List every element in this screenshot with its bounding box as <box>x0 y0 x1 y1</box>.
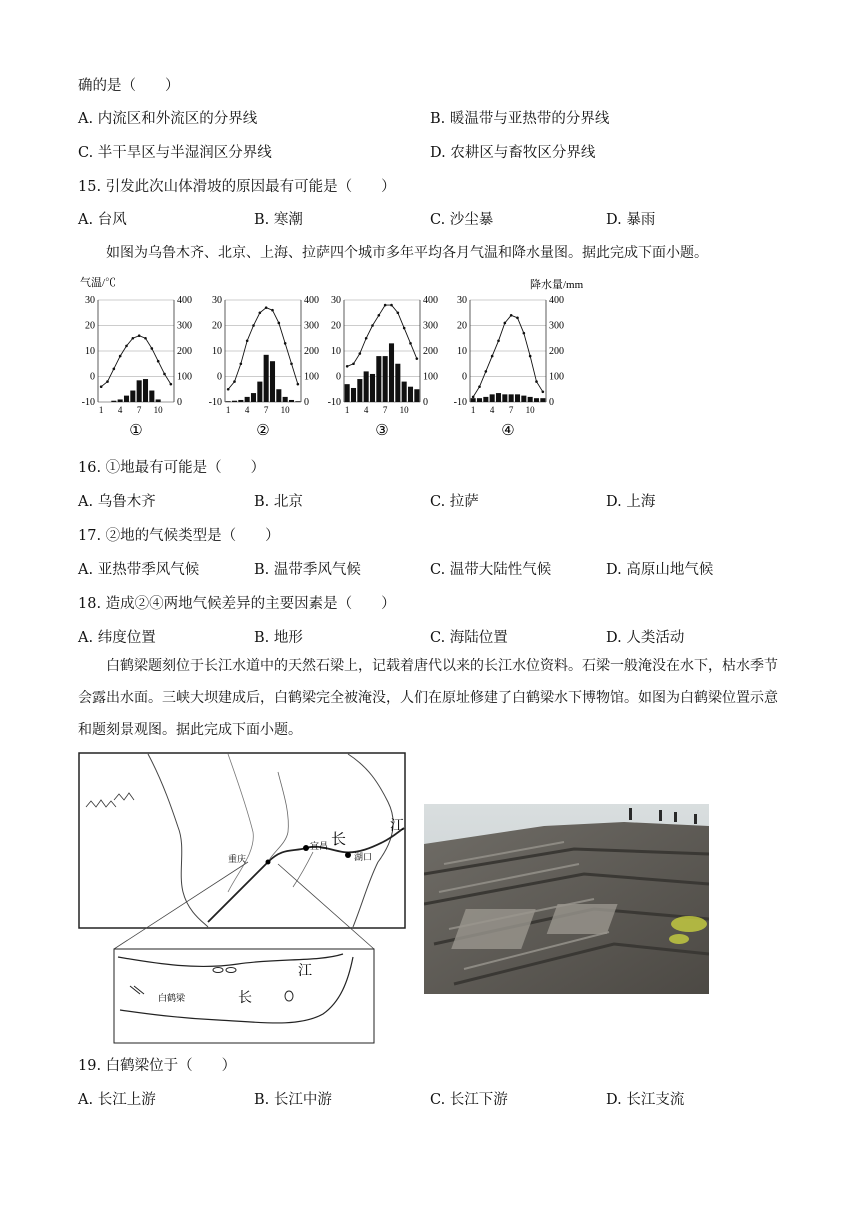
chart-4-temp-point <box>542 391 545 394</box>
chart-4-temp-point <box>535 380 538 383</box>
chart-2-precip-bar <box>295 401 300 402</box>
chart-2-temp-tick: 30 <box>212 295 222 306</box>
chart-1-precip-bar <box>124 396 129 402</box>
chart-1-temp-tick: 10 <box>85 346 95 357</box>
chart-2-temp-point <box>271 309 274 312</box>
q17-option-d[interactable]: D. 高原山地气候 <box>606 562 714 578</box>
chart-4-precip-bar <box>490 394 495 402</box>
chart-1-precip-bar <box>149 391 154 402</box>
chart-2-month-tick: 4 <box>244 405 250 415</box>
q16-option-d[interactable]: D. 上海 <box>606 494 656 510</box>
chart-4-precip-tick: 0 <box>549 397 554 408</box>
q15-option-c[interactable]: C. 沙尘暴 <box>430 212 494 228</box>
label-river-chang: 长 <box>331 831 347 848</box>
chart-4-month-tick: 7 <box>508 405 514 415</box>
chart-4-temp-point <box>504 322 507 325</box>
chart-2-temp-point <box>233 380 236 383</box>
chart-2-month-tick: 1 <box>225 405 231 415</box>
chart-2-precip-bar <box>232 401 237 402</box>
chart-3-temp-point <box>416 357 419 360</box>
location-map-svg <box>78 752 408 1047</box>
chart-1-temp-point <box>144 337 147 340</box>
chart-4-precip-tick: 100 <box>549 371 564 383</box>
chart-1-temp-point <box>170 383 173 386</box>
chart-3-precip-bar <box>357 379 362 402</box>
chart-1-temp-point <box>100 385 103 388</box>
chart-3-temp-point <box>409 342 412 345</box>
chart-4-temp-tick: 0 <box>462 371 467 383</box>
q19-stem: 19. 白鹤梁位于（ ） <box>78 1058 237 1074</box>
chart-3-label: ③ <box>375 423 389 439</box>
chart-3-precip-bar <box>395 364 400 402</box>
precip-axis-label: 降水量/mm <box>530 279 584 291</box>
chart-1-precip-bar <box>143 379 148 402</box>
inscription-photo-svg <box>424 804 709 994</box>
label-hukou: 湖口 <box>354 852 373 862</box>
chart-3-precip-bar <box>376 356 381 402</box>
chart-2-temp-point <box>284 342 287 345</box>
q16-option-b[interactable]: B. 北京 <box>254 494 303 510</box>
q18-option-b[interactable]: B. 地形 <box>254 630 303 646</box>
chart-4-month-tick: 1 <box>470 405 476 415</box>
label-yichang: 宜昌 <box>310 841 329 851</box>
q14-option-b[interactable]: B. 暖温带与亚热带的分界线 <box>430 111 610 127</box>
chart-2-temp-tick: 10 <box>212 346 222 357</box>
chart-2-temp-point <box>246 340 249 343</box>
chart-4-temp-line <box>473 315 543 397</box>
chart-1-temp-tick: -10 <box>81 397 95 408</box>
chart-1-precip-tick: 400 <box>177 295 192 306</box>
map-frame <box>79 753 405 928</box>
chart-2-precip-bar <box>251 393 256 402</box>
chart-3-precip-tick: 200 <box>423 346 438 357</box>
chart-4-precip-tick: 400 <box>549 295 564 306</box>
intro-climate: 如图为乌鲁木齐、北京、上海、拉萨四个城市多年平均各月气温和降水量图。据此完成下面小题。 <box>106 245 708 261</box>
chart-1-temp-line <box>101 336 171 387</box>
chart-3-temp-point <box>397 311 400 314</box>
chart-3-temp-point <box>365 337 368 340</box>
chart-1-precip-bar <box>156 399 161 402</box>
chart-3-precip-bar <box>364 371 369 402</box>
q15-option-a[interactable]: A. 台风 <box>78 212 127 228</box>
chart-1-month-tick: 7 <box>136 405 142 415</box>
chart-4-precip-bar <box>509 394 514 402</box>
q18-option-d[interactable]: D. 人类活动 <box>606 630 685 646</box>
chart-2-temp-point <box>265 306 268 309</box>
q16-option-c[interactable]: C. 拉萨 <box>430 494 479 510</box>
q16-option-a[interactable]: A. 乌鲁木齐 <box>78 494 156 510</box>
q18-option-c[interactable]: C. 海陆位置 <box>430 630 508 646</box>
chart-2-label: ② <box>256 423 270 439</box>
chart-3-temp-point <box>403 327 406 330</box>
chart-3-precip-bar <box>383 356 388 402</box>
chart-3-precip-bar <box>402 382 407 402</box>
chart-2-precip-bar <box>264 355 269 402</box>
chart-1-precip-bar <box>118 399 123 402</box>
q15-option-d[interactable]: D. 暴雨 <box>606 212 656 228</box>
chart-3-temp-tick: 0 <box>336 371 341 383</box>
chart-3-temp-point <box>346 365 349 368</box>
chart-2-month-tick: 10 <box>280 405 290 415</box>
chart-1-temp-point <box>163 373 166 376</box>
chart-3-temp-tick: -10 <box>327 397 341 408</box>
inset-label-jiang: 江 <box>298 962 312 978</box>
q15-stem: 15. 引发此次山体滑坡的原因最有可能是（ ） <box>78 179 396 195</box>
chart-2-temp-tick: 0 <box>217 371 222 383</box>
q18-option-a[interactable]: A. 纬度位置 <box>78 630 156 646</box>
chart-2-precip-bar <box>257 382 262 402</box>
chart-3-temp-point <box>384 304 387 307</box>
chart-1-precip-tick: 300 <box>177 320 192 332</box>
inset-label-baiheliang: 白鹤梁 <box>158 993 186 1003</box>
chart-3-temp-point <box>352 362 355 365</box>
chart-3-temp-tick: 20 <box>331 320 341 332</box>
climate-charts <box>78 272 638 442</box>
q14-stem-tail: 确的是（ ） <box>78 78 180 94</box>
chart-2-temp-point <box>290 362 293 365</box>
chart-2-precip-tick: 400 <box>304 295 319 306</box>
chart-4-temp-point <box>529 355 532 358</box>
yichang-dot <box>303 845 309 851</box>
chart-2-precip-tick: 300 <box>304 320 319 332</box>
chart-4-precip-bar <box>515 394 520 402</box>
chart-3-precip-bar <box>351 388 356 402</box>
chart-1-month-tick: 4 <box>117 405 123 415</box>
chart-2-temp-point <box>227 388 230 391</box>
chart-3-precip-tick: 300 <box>423 320 438 332</box>
q19-option-a[interactable]: A. 长江上游 <box>78 1092 156 1108</box>
q17-option-c[interactable]: C. 温带大陆性气候 <box>430 562 552 578</box>
chart-2-precip-bar <box>238 400 243 402</box>
chart-3-precip-bar <box>408 387 413 402</box>
chart-4-temp-tick: 20 <box>457 320 467 332</box>
chart-3-precip-bar <box>389 343 394 402</box>
chart-4-precip-bar <box>521 396 526 402</box>
baiheliang-location-map <box>78 752 408 1047</box>
chongqing-dot <box>266 860 271 865</box>
chart-4-temp-tick: 10 <box>457 346 467 357</box>
chart-3-temp-point <box>390 304 393 307</box>
chart-2-month-tick: 7 <box>263 405 269 415</box>
chart-1-precip-bar <box>130 391 135 402</box>
chart-1-month-tick: 1 <box>98 405 104 415</box>
inscription-photo <box>424 804 709 994</box>
q14-option-d[interactable]: D. 农耕区与畜牧区分界线 <box>430 145 596 161</box>
chart-4-precip-bar <box>471 398 476 402</box>
label-river-jiang: 江 <box>390 817 404 833</box>
chart-2-precip-bar <box>226 401 231 402</box>
intro-baiheliang: 白鹤梁题刻位于长江水道中的天然石梁上，记载着唐代以来的长江水位资料。石梁一般淹没在水下，枯水季节会露出水面。三峡大坝建成后，白鹤梁完全被淹没，人们在原址修建了白鹤梁水下博物馆。如图为白鹤梁位置示意和题刻景观图。据此完成下面小题。 <box>78 658 778 738</box>
chart-2-temp-point <box>240 362 243 365</box>
chart-1-temp-tick: 30 <box>85 295 95 306</box>
chart-1-temp-point <box>106 380 109 383</box>
chart-3-precip-bar <box>414 389 419 402</box>
chart-2-precip-tick: 0 <box>304 397 309 408</box>
q19-option-b[interactable]: B. 长江中游 <box>254 1092 332 1108</box>
q17-option-a[interactable]: A. 亚热带季风气候 <box>78 562 200 578</box>
chart-3-precip-bar <box>345 384 350 402</box>
chart-2-temp-tick: 20 <box>212 320 222 332</box>
climate-charts-svg <box>78 272 638 442</box>
chart-4-temp-point <box>485 370 488 373</box>
chart-2-precip-bar <box>283 397 288 402</box>
chart-2-precip-tick: 200 <box>304 346 319 357</box>
chart-4-temp-point <box>472 396 475 399</box>
hukou-dot <box>345 852 351 858</box>
chart-4-precip-bar <box>496 393 501 402</box>
chart-4-precip-bar <box>528 397 533 402</box>
chart-1-label: ① <box>129 423 143 439</box>
chart-4-temp-point <box>491 355 494 358</box>
chart-4-precip-bar <box>477 398 482 402</box>
chart-1-temp-point <box>113 368 116 371</box>
chart-3-month-tick: 1 <box>344 405 350 415</box>
chart-4-month-tick: 10 <box>525 405 535 415</box>
chart-4-precip-tick: 300 <box>549 320 564 332</box>
chart-2-temp-point <box>252 324 255 327</box>
chart-4-precip-bar <box>534 398 539 402</box>
chart-3-precip-tick: 400 <box>423 295 438 306</box>
q16-stem: 16. ①地最有可能是（ ） <box>78 460 266 476</box>
chart-3-temp-point <box>371 324 374 327</box>
temp-axis-label: 气温/℃ <box>80 277 117 289</box>
chart-2-precip-bar <box>245 397 250 402</box>
chart-3-precip-tick: 0 <box>423 397 428 408</box>
chart-1-month-tick: 10 <box>153 405 163 415</box>
chart-1-temp-tick: 20 <box>85 320 95 332</box>
q17-option-b[interactable]: B. 温带季风气候 <box>254 562 361 578</box>
chart-2-temp-tick: -10 <box>208 397 222 408</box>
chart-4-temp-tick: -10 <box>453 397 467 408</box>
inset-label-chang: 长 <box>238 989 252 1005</box>
q19-option-c[interactable]: C. 长江下游 <box>430 1092 508 1108</box>
q14-option-c[interactable]: C. 半干旱区与半湿润区分界线 <box>78 145 272 161</box>
chart-4-temp-point <box>523 332 526 335</box>
chart-2-precip-tick: 100 <box>304 371 319 383</box>
chart-2-precip-bar <box>270 361 275 402</box>
chart-4-temp-point <box>478 385 481 388</box>
q15-option-b[interactable]: B. 寒潮 <box>254 212 303 228</box>
chart-4-precip-bar <box>540 398 545 402</box>
chart-3-month-tick: 4 <box>363 405 369 415</box>
chart-1-temp-point <box>157 360 160 363</box>
chart-3-temp-point <box>359 352 362 355</box>
chart-1-precip-bar <box>111 401 116 402</box>
q14-option-a[interactable]: A. 内流区和外流区的分界线 <box>78 111 258 127</box>
chart-4-label: ④ <box>501 423 515 439</box>
q18-stem: 18. 造成②④两地气候差异的主要因素是（ ） <box>78 596 396 612</box>
chart-1-temp-point <box>125 345 128 348</box>
chart-1-precip-tick: 200 <box>177 346 192 357</box>
chart-4-precip-bar <box>483 397 488 402</box>
chart-4-temp-tick: 30 <box>457 295 467 306</box>
chart-4-temp-point <box>516 317 519 320</box>
chart-4-month-tick: 4 <box>489 405 495 415</box>
chart-2-temp-point <box>278 322 281 325</box>
chart-3-month-tick: 10 <box>399 405 409 415</box>
chart-4-precip-bar <box>502 394 507 402</box>
chart-1-temp-point <box>151 347 154 350</box>
chart-3-month-tick: 7 <box>382 405 388 415</box>
chart-1-precip-tick: 0 <box>177 397 182 408</box>
chart-3-temp-point <box>378 314 381 317</box>
chart-1-temp-point <box>132 337 135 340</box>
chart-1-temp-point <box>138 334 141 337</box>
chart-3-temp-tick: 10 <box>331 346 341 357</box>
chart-4-precip-tick: 200 <box>549 346 564 357</box>
chart-1-temp-tick: 0 <box>90 371 95 383</box>
chart-3-temp-line <box>347 305 417 366</box>
chart-1-precip-tick: 100 <box>177 371 192 383</box>
chart-3-precip-bar <box>370 374 375 402</box>
q19-option-d[interactable]: D. 长江支流 <box>606 1092 685 1108</box>
chart-2-precip-bar <box>289 400 294 402</box>
chart-4-temp-point <box>497 340 500 343</box>
chart-1-temp-point <box>119 355 122 358</box>
chart-2-precip-bar <box>276 389 281 402</box>
label-chongqing: 重庆 <box>228 854 247 864</box>
chart-1-precip-bar <box>137 380 142 402</box>
chart-2-temp-point <box>297 383 300 386</box>
chart-3-precip-tick: 100 <box>423 371 438 383</box>
chart-3-temp-tick: 30 <box>331 295 341 306</box>
chart-2-temp-point <box>259 311 262 314</box>
q17-stem: 17. ②地的气候类型是（ ） <box>78 528 280 544</box>
chart-4-temp-point <box>510 314 513 317</box>
chart-2-temp-line <box>228 308 298 390</box>
